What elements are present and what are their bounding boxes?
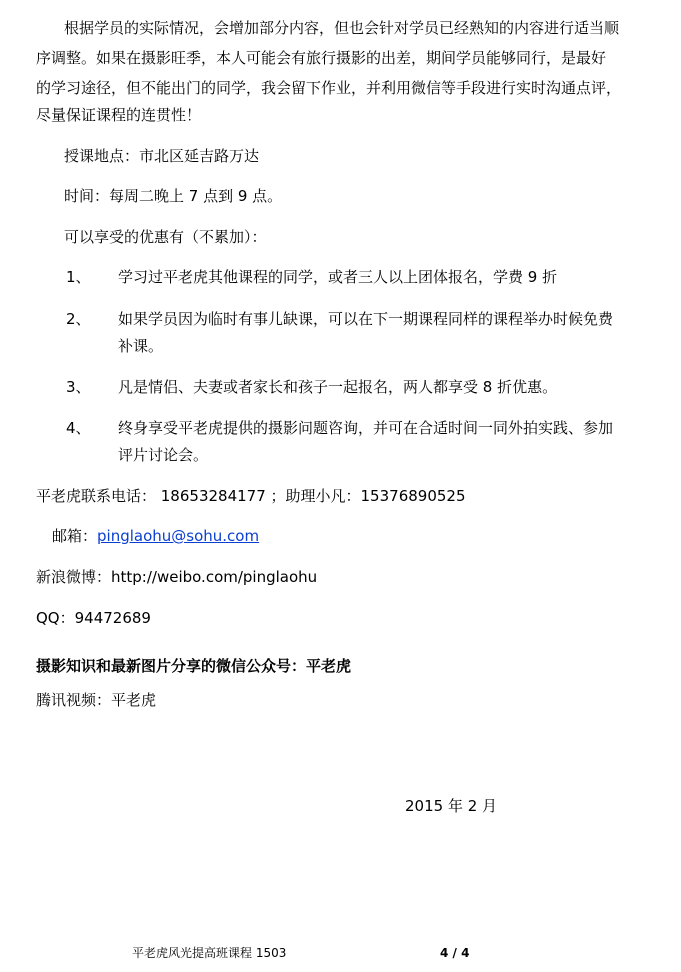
discount-item-line: 如果学员因为临时有事儿缺课，可以在下一期课程同样的课程举办时候免费 — [118, 310, 614, 328]
intro-line-2: 序调整。如果在摄影旺季，本人可能会有旅行摄影的出差，期间学员能够同行，是最好 — [36, 49, 607, 67]
email-label: 邮箱： — [52, 527, 98, 545]
discount-number: 2、 — [66, 310, 91, 328]
discount-heading: 可以享受的优惠有（不累加）： — [64, 228, 267, 246]
discount-number: 1、 — [66, 268, 91, 286]
page-number: 4 / 4 — [440, 946, 470, 960]
intro-line-4: 尽量保证课程的连贯性！ — [36, 106, 202, 124]
discount-item-line: 评片讨论会。 — [118, 446, 209, 464]
intro-line-1: 根据学员的实际情况，会增加部分内容，但也会针对学员已经熟知的内容进行适当顺 — [64, 19, 620, 37]
contact-qq: QQ：94472689 — [36, 609, 151, 627]
document-date: 2015 年 2 月 — [405, 797, 498, 815]
discount-item-line: 终身享受平老虎提供的摄影问题咨询，并可在合适时间一同外拍实践、参加 — [118, 419, 614, 437]
location-text: 授课地点：市北区延吉路万达 — [64, 147, 260, 165]
wechat-account: 摄影知识和最新图片分享的微信公众号：平老虎 — [36, 657, 352, 675]
footer-title: 平老虎风光提高班课程 1503 — [132, 946, 287, 960]
contact-phone: 平老虎联系电话： 18653284177 ；助理小凡：15376890525 — [36, 487, 466, 505]
contact-weibo: 新浪微博：http://weibo.com/pinglaohu — [36, 568, 318, 586]
discount-number: 4、 — [66, 419, 91, 437]
discount-item-line: 学习过平老虎其他课程的同学，或者三人以上团体报名，学费 9 折 — [118, 268, 558, 286]
contact-email-row — [52, 526, 259, 546]
discount-item-line: 补课。 — [118, 337, 164, 355]
discount-item-line: 凡是情侣、夫妻或者家长和孩子一起报名，两人都享受 8 折优惠。 — [118, 378, 558, 396]
email-link[interactable]: pinglaohu@sohu.com — [97, 527, 260, 545]
discount-number: 3、 — [66, 378, 91, 396]
intro-line-3: 的学习途径，但不能出门的同学，我会留下作业，并利用微信等手段进行实时沟通点评， — [36, 79, 622, 97]
time-text: 时间：每周二晚上 7 点到 9 点。 — [64, 187, 283, 205]
tencent-video: 腾讯视频：平老虎 — [36, 691, 157, 709]
